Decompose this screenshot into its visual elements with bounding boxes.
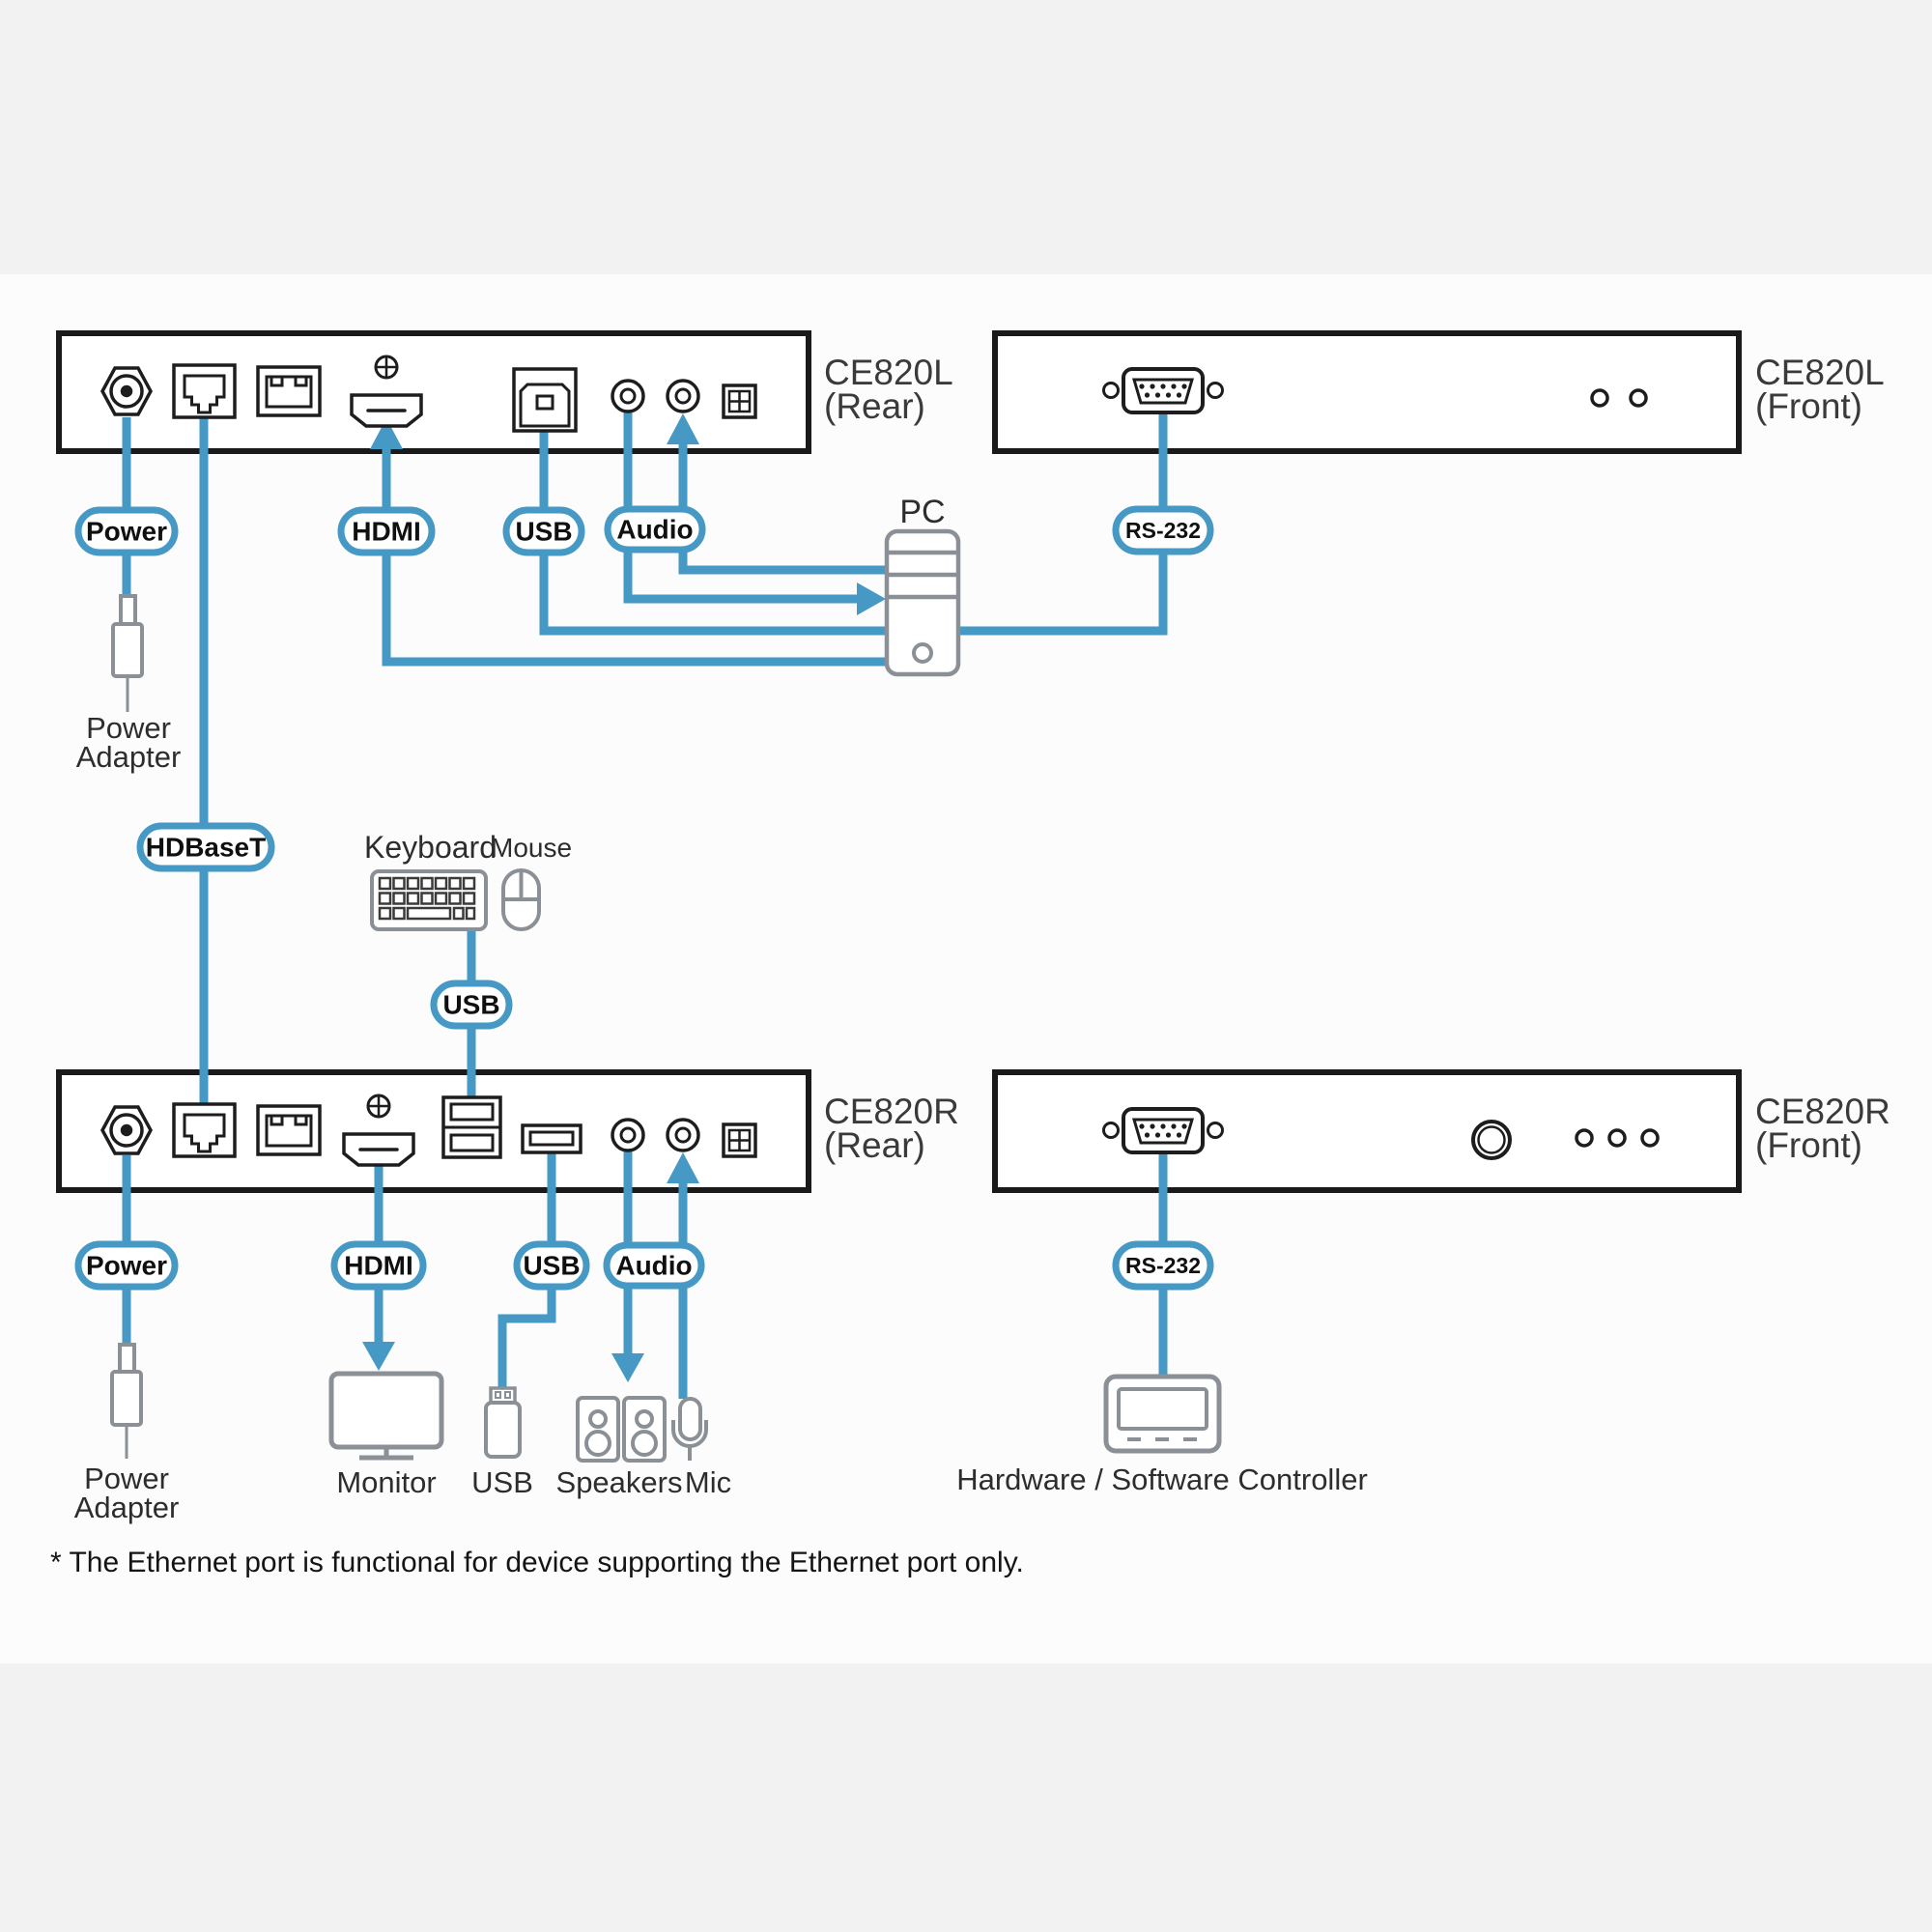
pill-rs232-bottom-label: RS-232 (1125, 1253, 1201, 1278)
label-monitor: Monitor (336, 1465, 437, 1499)
label-ce820l-rear-view: (Rear) (824, 386, 925, 426)
port-usb-a-single-bottom (523, 1125, 581, 1152)
footnote-text: * The Ethernet port is functional for device supporting the Ethernet port only. (50, 1547, 1024, 1578)
pill-power-top (78, 510, 175, 553)
label-ce820l-front-view: (Front) (1755, 386, 1862, 426)
terminal-block-bottom (724, 1124, 755, 1156)
port-power-jack-bottom (102, 1107, 151, 1153)
label-ce820r-front-view: (Front) (1755, 1125, 1862, 1165)
pill-power-bottom-label: Power (85, 1250, 168, 1281)
pill-usb-bottom-label: USB (523, 1250, 581, 1281)
pill-rs232-top-label: RS-232 (1125, 518, 1201, 543)
pill-hdmi-bottom-label: HDMI (344, 1250, 413, 1281)
keyboard-icon (372, 871, 486, 929)
pc-icon (887, 531, 958, 674)
port-ethernet-bottom (258, 1106, 320, 1154)
label-speakers: Speakers (555, 1465, 683, 1499)
terminal-block-top (724, 385, 755, 417)
pill-power-bottom (78, 1244, 175, 1287)
pill-usb-bottom (517, 1244, 586, 1287)
label-power-adapter-top-1: Power (86, 711, 171, 745)
pill-hdmi-top (341, 510, 432, 553)
label-controller: Hardware / Software Controller (956, 1463, 1368, 1496)
label-ce820r-rear-view: (Rear) (824, 1125, 925, 1165)
label-keyboard: Keyboard (364, 830, 497, 865)
port-power-jack-top (102, 368, 151, 414)
controller-icon (1106, 1377, 1219, 1451)
port-ethernet-top (258, 367, 320, 415)
pill-hdmi-top-label: HDMI (352, 516, 421, 547)
label-ce820r-rear-model: CE820R (824, 1092, 959, 1131)
port-rj45-hdbaset-bottom (174, 1104, 235, 1156)
pill-audio-bottom-label: Audio (615, 1250, 693, 1281)
diagram-background (0, 274, 1932, 1663)
pill-usb-top (506, 510, 582, 553)
pill-usb-keyboard (434, 983, 509, 1026)
label-ce820r-front-model: CE820R (1755, 1092, 1890, 1131)
port-usb-a-dual-bottom (443, 1097, 500, 1157)
pill-power-top-label: Power (85, 516, 168, 547)
label-ce820l-rear-model: CE820L (824, 353, 953, 392)
port-audio-jack2-top (668, 381, 698, 412)
pill-audio-top (608, 509, 702, 550)
label-mouse: Mouse (491, 833, 573, 863)
label-power-adapter-top-2: Adapter (75, 740, 182, 774)
panel-ce820r-front (995, 1072, 1739, 1190)
pill-rs232-bottom (1116, 1244, 1210, 1287)
mouse-icon (503, 870, 539, 929)
label-power-adapter-bottom-2: Adapter (73, 1491, 180, 1524)
monitor-icon (331, 1374, 441, 1458)
port-audio-jack2-bottom (668, 1120, 698, 1151)
label-usb-drive: USB (471, 1465, 533, 1499)
pill-usb-keyboard-label: USB (442, 989, 500, 1020)
port-audio-jack1-bottom (612, 1120, 643, 1151)
port-usb-b-top (514, 369, 576, 431)
label-mic: Mic (684, 1465, 732, 1499)
label-ce820l-front-model: CE820L (1755, 353, 1885, 392)
pill-audio-bottom (607, 1245, 701, 1286)
label-power-adapter-bottom-1: Power (84, 1462, 169, 1495)
usb-drive-icon (486, 1388, 520, 1457)
pill-hdbaset-label: HDBaseT (145, 832, 267, 863)
pill-hdbaset (140, 826, 271, 868)
pill-rs232-top (1116, 509, 1210, 552)
pill-hdmi-bottom (334, 1244, 423, 1287)
port-audio-jack1-top (612, 381, 643, 412)
panel-ce820l-front (995, 333, 1739, 451)
pill-usb-top-label: USB (515, 516, 573, 547)
pill-audio-top-label: Audio (616, 514, 694, 545)
label-pc: PC (899, 494, 946, 530)
port-rj45-hdbaset-top (174, 365, 235, 417)
